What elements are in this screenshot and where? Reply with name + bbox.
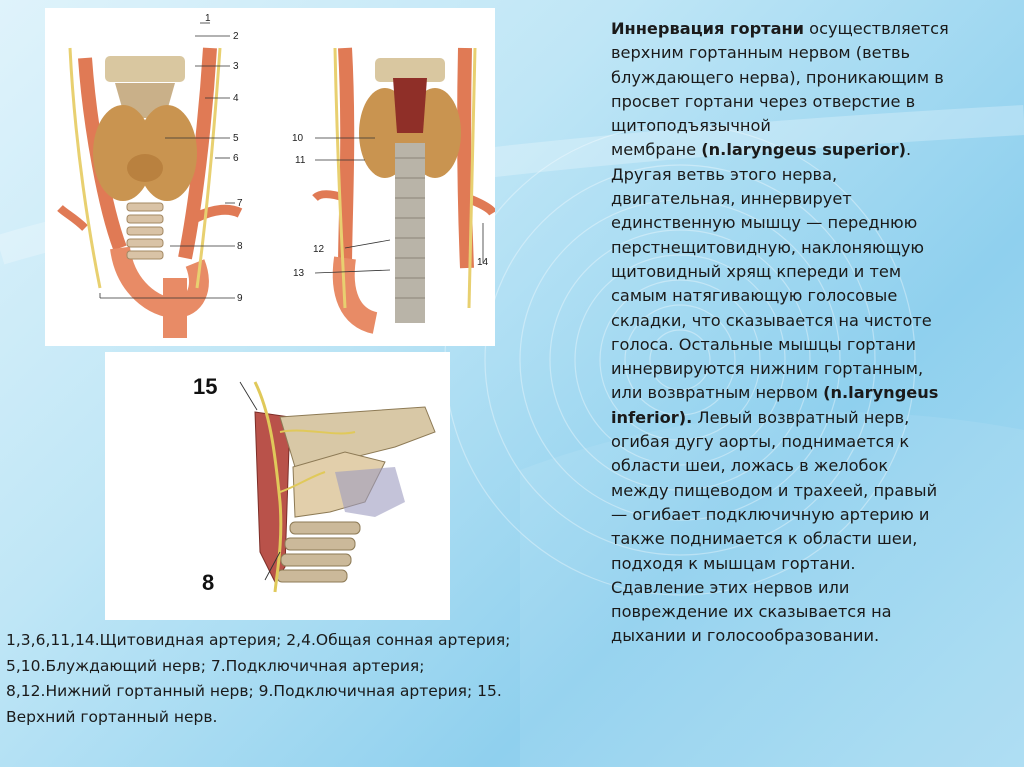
label-12: 12 — [313, 244, 325, 255]
text-line: — огибает подключичную артерию и — [611, 504, 930, 524]
text-line: между пищеводом и трахеей, правый — [611, 480, 938, 500]
text-line: перстнещитовидную, наклоняющую — [611, 237, 925, 257]
text-line: подходя к мышцам гортани. — [611, 553, 856, 573]
label-13: 13 — [293, 268, 305, 279]
text-line: блуждающего нерва), проникающим в — [611, 67, 944, 87]
text-line: верхним гортанным нервом (ветвь — [611, 43, 911, 63]
label-3: 3 — [233, 61, 239, 72]
label-7: 7 — [237, 198, 243, 209]
caption-line: 8,12.Нижний гортанный нерв; 9.Подключичная артерия; 15. — [6, 682, 502, 700]
text-line: Иннервация гортани осуществляется — [611, 19, 949, 38]
text-line: двигательная, иннервирует — [611, 189, 852, 209]
latin-term: (n.laryngeus — [823, 383, 939, 403]
text-line: щитоподъязычной — [611, 116, 771, 136]
body-text — [611, 17, 1011, 649]
text-line: inferior). Левый возвратный нерв, — [611, 407, 910, 427]
text-line: единственную мышцу — переднюю — [611, 213, 918, 233]
text-line: также поднимается к области шеи, — [611, 529, 918, 549]
label-8: 8 — [237, 241, 243, 252]
label-14: 14 — [477, 257, 489, 268]
caption-line: 1,3,6,11,14.Щитовидная артерия; 2,4.Общая сонная артерия; — [6, 631, 511, 649]
text-line: области шеи, ложась в желобок — [611, 456, 889, 476]
text-line: или возвратным нервом (n.laryngeus — [611, 383, 939, 403]
anatomy-figure-larynx-innervation — [45, 8, 495, 346]
label-8-bottom: 8 — [202, 570, 215, 595]
text-line: Другая ветвь этого нерва, — [611, 164, 838, 184]
text-line: дыхании и голосообразовании. — [611, 626, 880, 646]
text-line: щитовидный хрящ кпереди и тем — [611, 261, 902, 281]
anatomy-figure-larynx-lateral — [105, 352, 450, 620]
text-line: голоса. Остальные мышцы гортани — [611, 334, 917, 354]
label-6: 6 — [233, 153, 239, 164]
label-1: 1 — [205, 13, 211, 24]
figure-caption — [6, 628, 606, 730]
term-heading: Иннервация гортани — [611, 19, 805, 38]
label-9: 9 — [237, 293, 243, 304]
label-5: 5 — [233, 133, 239, 144]
text-line: иннервируются нижним гортанным, — [611, 359, 924, 379]
label-15: 15 — [193, 374, 218, 399]
text-line: складки, что сказывается на чистоте — [611, 310, 932, 330]
caption-line: 5,10.Блуждающий нерв; 7.Подключичная артерия; — [6, 656, 425, 675]
larynx-posterior-view — [292, 48, 493, 323]
label-11: 11 — [295, 155, 306, 166]
latin-term: inferior). — [611, 407, 693, 427]
text-line: огибая дугу аорты, поднимается к — [611, 432, 910, 452]
text-line: повреждение их сказывается на — [611, 602, 892, 622]
caption-line: Верхний гортанный нерв. — [6, 707, 218, 726]
text-line: самым натягивающую голосовые — [611, 286, 898, 306]
label-2: 2 — [233, 31, 239, 42]
text-line: Сдавление этих нервов или — [611, 577, 850, 597]
latin-term: (n.laryngeus superior) — [701, 140, 906, 160]
larynx-anterior-view — [60, 13, 243, 338]
text-line: просвет гортани через отверстие в — [611, 91, 916, 111]
label-4: 4 — [233, 93, 239, 104]
label-10: 10 — [292, 133, 304, 144]
text-line: мембране (n.laryngeus superior). — [611, 140, 912, 160]
